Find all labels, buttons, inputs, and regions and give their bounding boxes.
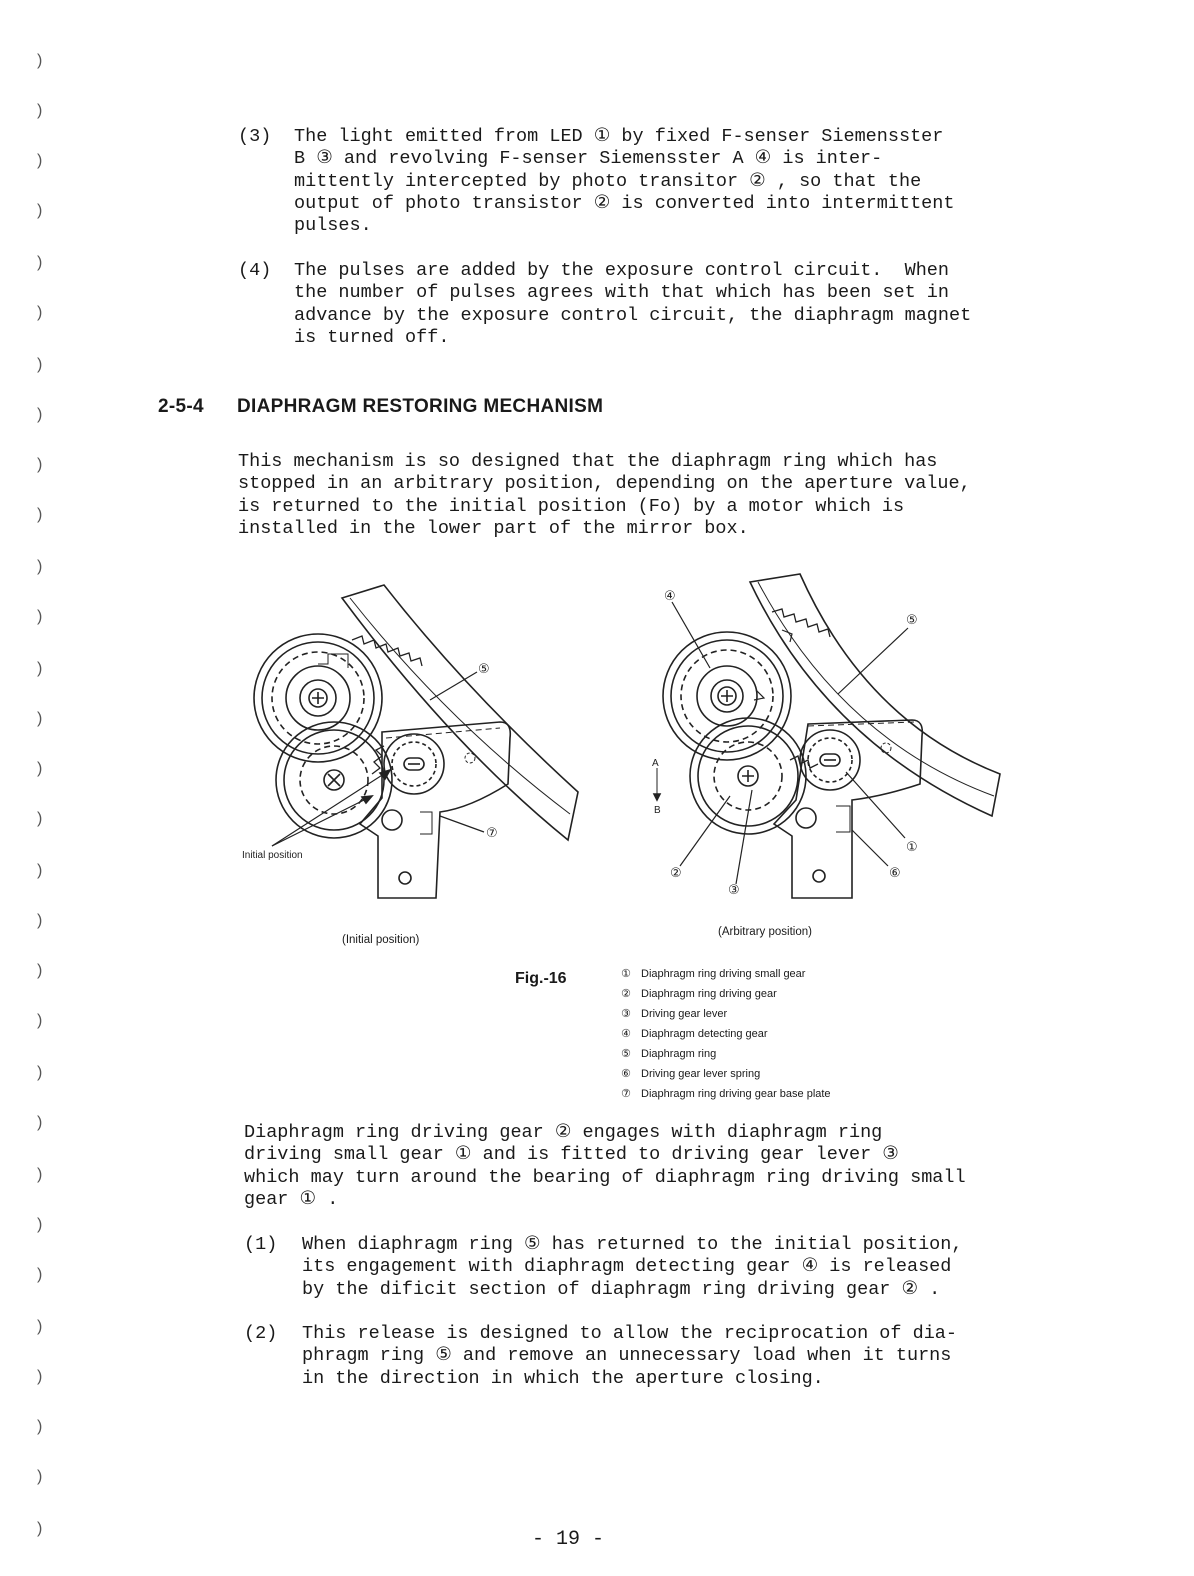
body-item-number-1: (1): [244, 1234, 278, 1255]
text-line: output of photo transistor ② is converted into intermittent: [294, 192, 955, 214]
text-line: Diaphragm ring driving gear ② engages with diaphragm ring: [244, 1122, 883, 1143]
text-line: which may turn around the bearing of diaphragm ring driving small: [244, 1166, 966, 1188]
legend-label: Diaphragm ring driving gear: [641, 988, 777, 1000]
margin-mark: ): [37, 1520, 43, 1537]
legend-item: [621, 1064, 831, 1084]
text-line: When diaphragm ring ⑤ has returned to the initial position,: [302, 1234, 963, 1255]
body-item-2-text: [302, 1323, 957, 1390]
margin-mark: ): [37, 608, 43, 625]
diaphragm-ring-shape: [342, 585, 578, 840]
item-number-3: (3): [238, 126, 272, 147]
margin-mark: ): [37, 202, 43, 219]
initial-position-callout: Initial position: [242, 850, 303, 861]
margin-mark: ): [37, 102, 43, 119]
margin-mark: ): [37, 1064, 43, 1081]
legend-item: [621, 1024, 831, 1044]
marker-6-right: ⑥: [889, 865, 901, 880]
text-line: phragm ring ⑤ and remove an unnecessary load when it turns: [302, 1345, 952, 1367]
text-line: This mechanism is so designed that the diaphragm ring which has: [238, 451, 938, 472]
legend-number: ⑦: [621, 1088, 631, 1100]
diagram-initial-position: [235, 580, 605, 900]
margin-mark: ): [37, 304, 43, 321]
text-line: the number of pulses agrees with that which has been set in: [294, 282, 950, 304]
text-line: installed in the lower part of the mirror box.: [238, 517, 749, 539]
legend-label: Diaphragm ring driving gear base plate: [641, 1088, 831, 1100]
text-line: is turned off.: [294, 326, 450, 348]
text-line: its engagement with diaphragm detecting gear ④ is released: [302, 1256, 952, 1278]
margin-mark: ): [37, 862, 43, 879]
marker-5-left: ⑤: [478, 661, 490, 676]
legend-number: ③: [621, 1008, 631, 1020]
text-line: by the dificit section of diaphragm ring driving gear ② .: [302, 1278, 941, 1300]
section-intro: [238, 451, 971, 540]
legend-number: ①: [621, 968, 631, 980]
legend-number: ④: [621, 1028, 631, 1040]
text-line: mittently intercepted by photo transitor ② , so that the: [294, 170, 922, 192]
margin-mark: ): [37, 1114, 43, 1131]
legend-item: [621, 984, 831, 1004]
caption-initial: (Initial position): [342, 934, 420, 946]
margin-mark: ): [37, 912, 43, 929]
text-line: driving small gear ① and is fitted to driving gear lever ③: [244, 1144, 899, 1166]
text-line: gear ① .: [244, 1188, 339, 1210]
legend-item: [621, 1044, 831, 1064]
text-line: The pulses are added by the exposure control circuit. When: [294, 260, 950, 281]
legend-number: ⑤: [621, 1048, 631, 1060]
margin-mark: ): [37, 962, 43, 979]
body-paragraph: [244, 1122, 966, 1211]
body-item-number-2: (2): [244, 1323, 278, 1344]
marker-1-right: ①: [906, 839, 918, 854]
legend-label: Driving gear lever spring: [641, 1068, 761, 1080]
item-4-text: [294, 260, 971, 349]
legend-number: ②: [621, 988, 631, 1000]
text-line: in the direction in which the aperture closing.: [302, 1367, 824, 1389]
page-number: - 19 -: [532, 1528, 605, 1551]
legend-label: Diaphragm detecting gear: [641, 1028, 768, 1040]
marker-5-right: ⑤: [906, 612, 918, 627]
text-line: B ③ and revolving F-senser Siemensster A ④ is inter-: [294, 148, 883, 170]
margin-mark: ): [37, 1368, 43, 1385]
diaphragm-ring-shape: [750, 574, 1000, 816]
margin-mark: ): [37, 1166, 43, 1183]
section-number: 2-5-4: [158, 396, 204, 417]
section-title: DIAPHRAGM RESTORING MECHANISM: [237, 396, 604, 417]
diagram-arbitrary-position: [640, 570, 1005, 900]
arrow-label-b: B: [654, 805, 661, 816]
margin-mark: ): [37, 810, 43, 827]
figure-label: Fig.-16: [515, 970, 567, 987]
legend-item: [621, 1004, 831, 1024]
margin-mark: ): [37, 1216, 43, 1233]
margin-mark: ): [37, 52, 43, 69]
text-line: stopped in an arbitrary position, depending on the aperture value,: [238, 473, 971, 495]
body-item-1-text: [302, 1234, 963, 1301]
margin-mark: ): [37, 456, 43, 473]
text-line: pulses.: [294, 215, 372, 237]
arrow-label-a: A: [652, 758, 659, 769]
margin-mark: ): [37, 760, 43, 777]
margin-mark: ): [37, 1012, 43, 1029]
legend-label: Diaphragm ring driving small gear: [641, 968, 806, 980]
item-3-text: [294, 126, 955, 237]
margin-mark: ): [37, 506, 43, 523]
marker-7-left: ⑦: [486, 825, 498, 840]
margin-mark: ): [37, 1318, 43, 1335]
margin-mark: ): [37, 1266, 43, 1283]
marker-3-right: ③: [728, 882, 740, 897]
margin-mark: ): [37, 1418, 43, 1435]
margin-mark: ): [37, 406, 43, 423]
legend-label: Driving gear lever: [641, 1008, 728, 1020]
legend-number: ⑥: [621, 1068, 631, 1080]
legend-item: [621, 1084, 831, 1104]
margin-mark: ): [37, 356, 43, 373]
text-line: advance by the exposure control circuit, the diaphragm magnet: [294, 304, 972, 326]
text-line: This release is designed to allow the reciprocation of dia-: [302, 1323, 958, 1344]
caption-arbitrary: (Arbitrary position): [718, 926, 812, 938]
margin-mark: ): [37, 710, 43, 727]
figure-legend: [621, 964, 831, 1104]
legend-label: Diaphragm ring: [641, 1048, 717, 1060]
marker-4-right: ④: [664, 588, 676, 603]
margin-mark: ): [37, 1468, 43, 1485]
legend-item: [621, 964, 831, 984]
margin-mark: ): [37, 558, 43, 575]
margin-mark: ): [37, 152, 43, 169]
marker-2-right: ②: [670, 865, 682, 880]
item-number-4: (4): [238, 260, 272, 281]
text-line: The light emitted from LED ① by fixed F-senser Siemensster: [294, 126, 944, 147]
text-line: is returned to the initial position (Fo) by a motor which is: [238, 495, 905, 517]
margin-mark: ): [37, 660, 43, 677]
margin-mark: ): [37, 254, 43, 271]
